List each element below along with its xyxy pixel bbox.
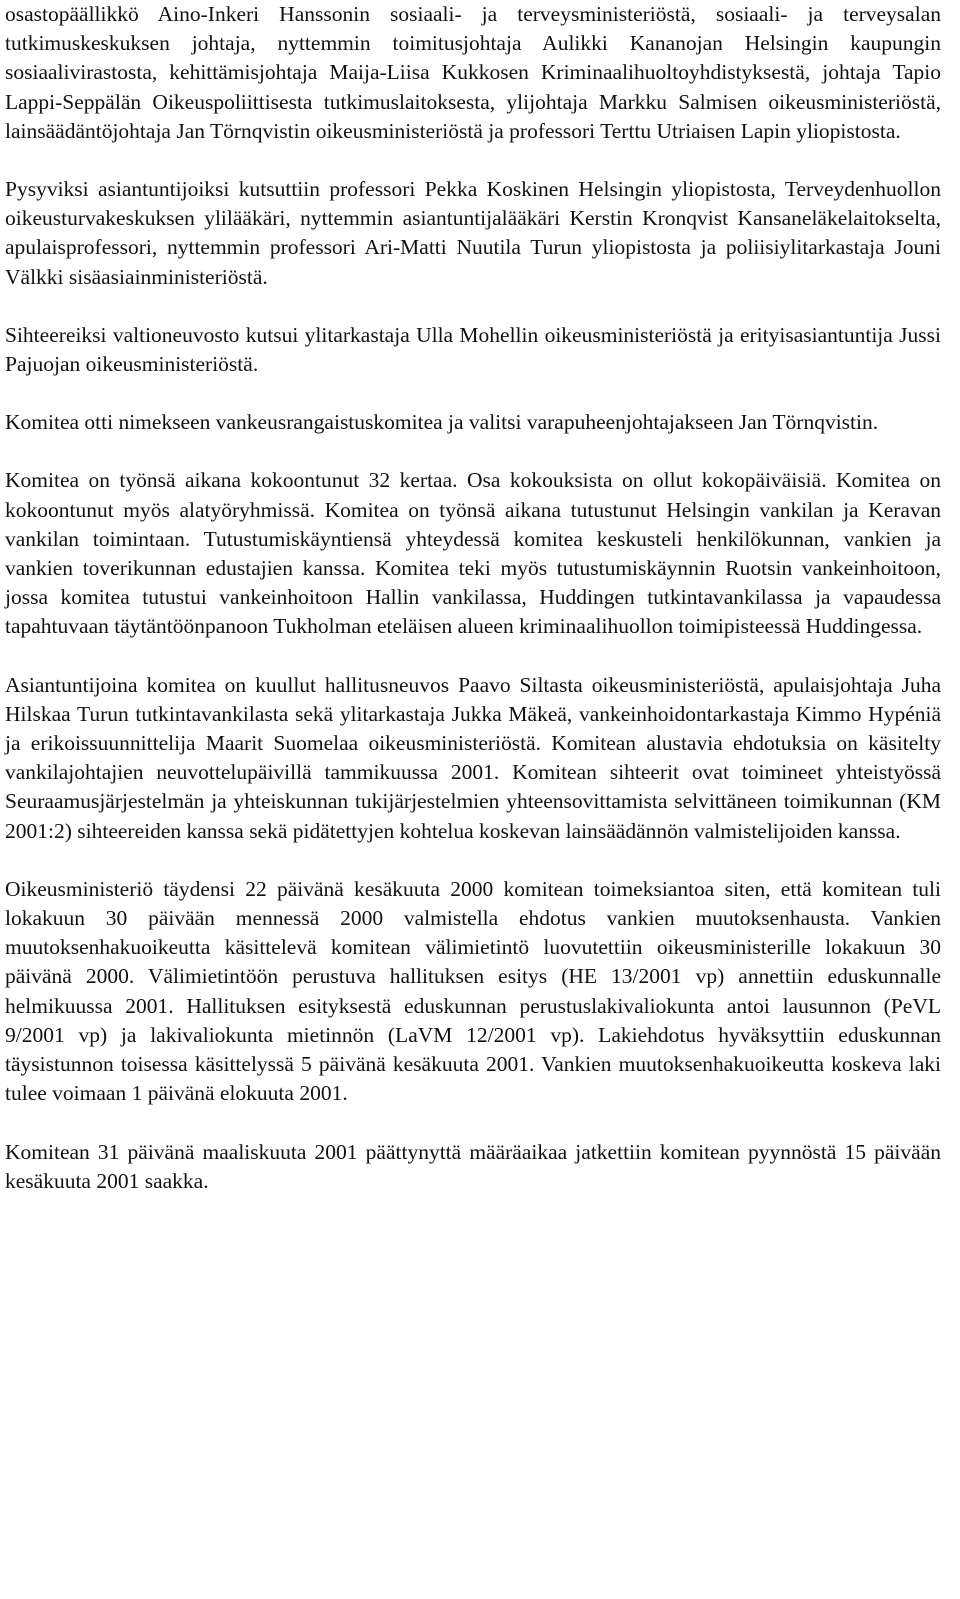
paragraph-deadline-extension: Komitean 31 päivänä maaliskuuta 2001 päättynyttä määräaikaa jatkettiin komitean pyynnöstä 15 päivään kesäkuuta 2001 saakka.: [5, 1139, 941, 1193]
paragraph-permanent-experts: Pysyviksi asiantuntijoiksi kutsuttiin professori Pekka Koskinen Helsingin yliopistosta, Terveydenhuollon oikeusturvakeskuksen ylilääkäri, nyttemmin asiantuntijalääkäri Kerstin Kronqvist Kansaneläkelaitokselta, apulaisprofessori, nyttemmin professori Ari-Matti Nuutila Turun yliopistosta ja poliisiylitarkastaja Jouni Välkki sisäasiainministeriöstä.: [5, 177, 941, 289]
document-page: [5, 0, 941, 1196]
paragraph-committee-members: osastopäällikkö Aino-Inkeri Hanssonin sosiaali- ja terveysministeriöstä, sosiaali- ja terveysalan tutkimuskeskuksen johtaja, nyttemmin toimitusjohtaja Aulikki Kananojan Helsingin kaupungin sosiaalivirastosta, kehittämisjohtaja Maija-Liisa Kukkosen Kriminaalihuoltoyhdistyksestä, johtaja Tapio Lappi-Seppälän Oikeuspoliittisesta tutkimuslaitoksesta, ylijohtaja Markku Salmisen oikeusministeriöstä, lainsäädäntöjohtaja Jan Törnqvistin oikeusministeriöstä ja professori Terttu Utriaisen Lapin yliopistosta.: [5, 2, 941, 143]
paragraph-meetings: Komitea on työnsä aikana kokoontunut 32 kertaa. Osa kokouksista on ollut kokopäiväisiä. Komitea on kokoontunut myös alatyöryhmissä. Komitea on työnsä aikana tutustunut Helsingin vankilan ja Keravan vankilan toimintaan. Tutustumiskäyntiensä yhteydessä komitea keskusteli henkilökunnan, vankien ja vankien toverikunnan edustajien kanssa. Komitea teki myös tutustumiskäynnin Ruotsin vankeinhoitoon, jossa komitea tutustui vankeinhoitoon Hallin vankilassa, Huddingen tutkintavankilassa ja vapaudessa tapahtuvaan täytäntöönpanoon Tukholman eteläisen alueen kriminaalihuollon toimipisteessä Huddingessa.: [5, 468, 941, 639]
paragraph-experts-heard: Asiantuntijoina komitea on kuullut hallitusneuvos Paavo Siltasta oikeusministeriöstä, apulaisjohtaja Juha Hilskaa Turun tutkintavankilasta sekä ylitarkastaja Jukka Mäkeä, vankeinhoidontarkastaja Kimmo Hypéniä ja erikoissuunnittelija Maarit Suomelaa oikeusministeriöstä. Komitean alustavia ehdotuksia on käsitelty vankilajohtajien neuvottelupäivillä tammikuussa 2001. Komitean sihteerit ovat toimineet yhteistyössä Seuraamusjärjestelmän ja yhteiskunnan tukijärjestelmien yhteensovittamista selvittäneen toimikunnan (KM 2001:2) sihteereiden kanssa sekä pidätettyjen kohtelua koskevan lainsäädännön valmistelijoiden kanssa.: [5, 672, 941, 843]
paragraph-committee-name: Komitea otti nimekseen vankeusrangaistuskomitea ja valitsi varapuheenjohtajakseen Jan Törnqvistin.: [5, 410, 879, 435]
paragraph-mandate-supplement: Oikeusministeriö täydensi 22 päivänä kesäkuuta 2000 komitean toimeksiantoa siten, että komitean tuli lokakuun 30 päivään mennessä 2000 valmistella ehdotus vankien muutoksenhausta. Vankien muutoksenhakuoikeutta käsittelevä komitean välimietintö luovutettiin oikeusministerille lokakuun 30 päivänä 2000. Välimietintöön perustuva hallituksen esitys (HE 13/2001 vp) annettiin eduskunnalle helmikuussa 2001. Hallituksen esityksestä eduskunnan perustuslakivaliokunta antoi lausunnon (PeVL 9/2001 vp) ja lakivaliokunta mietinnön (LaVM 12/2001 vp). Lakiehdotus hyväksyttiin eduskunnan täysistunnon toisessa käsittelyssä 5 päivänä kesäkuuta 2001. Vankien muutoksenhakuoikeutta koskeva laki tulee voimaan 1 päivänä elokuuta 2001.: [5, 876, 941, 1106]
paragraph-secretaries: Sihteereiksi valtioneuvosto kutsui ylitarkastaja Ulla Mohellin oikeusministeriöstä ja erityisasiantuntija Jussi Pajuojan oikeusministeriöstä.: [5, 322, 941, 377]
